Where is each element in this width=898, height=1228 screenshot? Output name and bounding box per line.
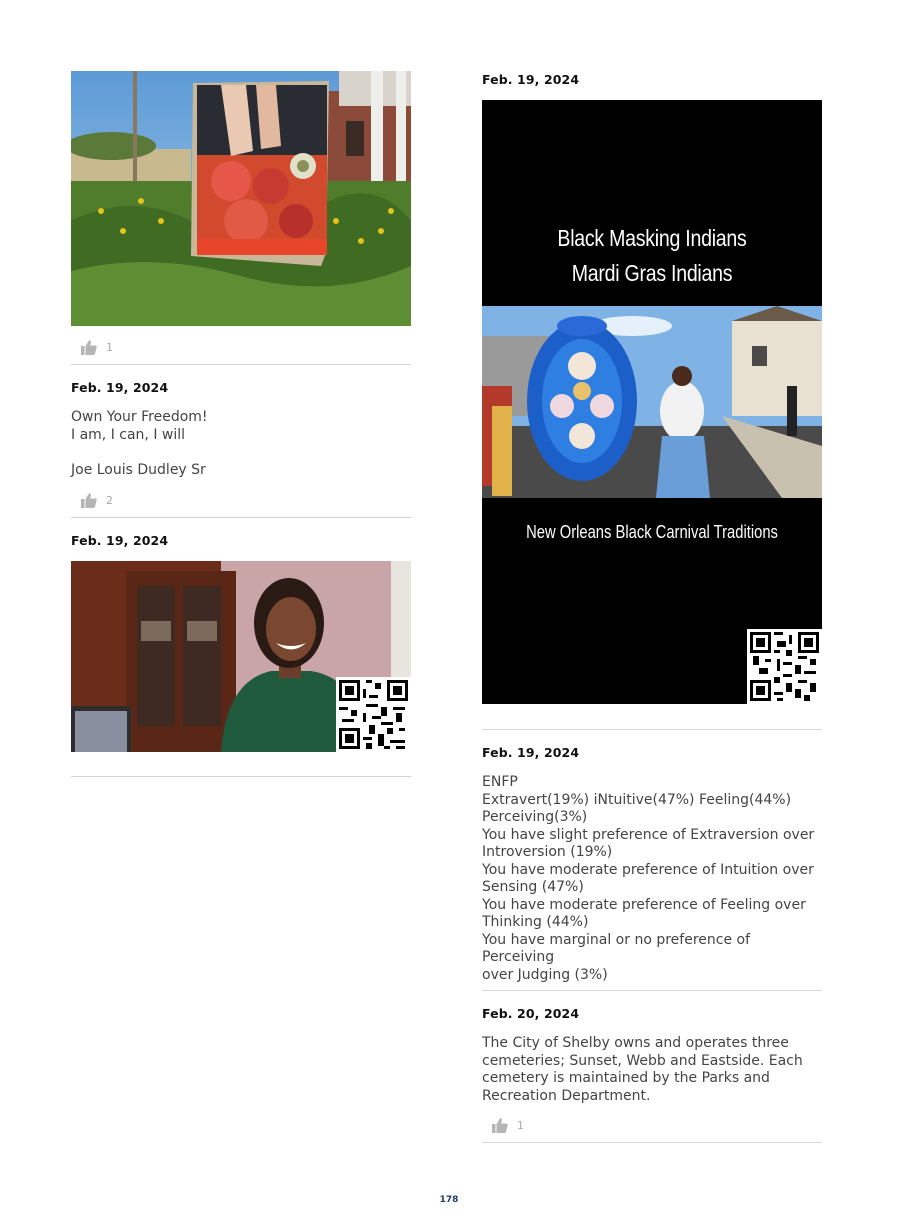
poster-title-line-2: Mardi Gras Indians	[571, 260, 733, 286]
qr-code-icon	[336, 677, 411, 752]
post-divider	[71, 517, 411, 518]
post-divider	[71, 776, 411, 777]
post-divider	[482, 729, 822, 730]
poster-title-line-1: Black Masking Indians	[557, 225, 747, 251]
like-count: 1	[517, 1118, 524, 1132]
post-signature: Joe Louis Dudley Sr	[71, 462, 206, 478]
post-date: Feb. 20, 2024	[482, 1006, 580, 1021]
cemetery-post-text: The City of Shelby owns and operates three cemeteries; Sunset, Webb and Eastside. Each cemetery is maintained by the Parks and Recreation Department.	[482, 1035, 803, 1104]
thumbs-up-icon	[492, 1118, 508, 1133]
mbti-post-text: ENFP Extravert(19%) iNtuitive(47%) Feeling(44%) Perceiving(3%) You have slight preference of Extraversion over Introversion (19%) You have moderate preference of Intuition over Sensing (47%) You have moderate preference of Feeling over Thinking (44%) You have marginal or no preference of Perceiving over Judging (3%)	[482, 774, 815, 983]
post-divider	[482, 990, 822, 991]
post-date: Feb. 19, 2024	[482, 72, 580, 87]
page-number: 178	[439, 1195, 459, 1205]
like-count: 2	[106, 493, 113, 507]
post-date: Feb. 19, 2024	[71, 380, 169, 395]
post-date: Feb. 19, 2024	[482, 745, 580, 760]
tapestry-garden-photo	[71, 71, 411, 326]
poster-subtitle: New Orleans Black Carnival Traditions	[526, 522, 778, 542]
post-text: Own Your Freedom! I am, I can, I will	[71, 409, 208, 443]
post-divider	[482, 1142, 822, 1143]
post-date: Feb. 19, 2024	[71, 533, 169, 548]
like-button[interactable]	[81, 339, 113, 355]
post-divider	[71, 364, 411, 365]
mardi-gras-indian-photo	[482, 306, 822, 498]
video-still-photo[interactable]	[71, 561, 411, 752]
like-button[interactable]	[81, 492, 113, 508]
qr-code-icon	[747, 629, 822, 704]
like-button[interactable]	[492, 1117, 524, 1133]
thumbs-up-icon	[81, 493, 97, 508]
mardi-gras-poster[interactable]	[482, 100, 822, 704]
thumbs-up-icon	[81, 340, 97, 355]
like-count: 1	[106, 340, 113, 354]
